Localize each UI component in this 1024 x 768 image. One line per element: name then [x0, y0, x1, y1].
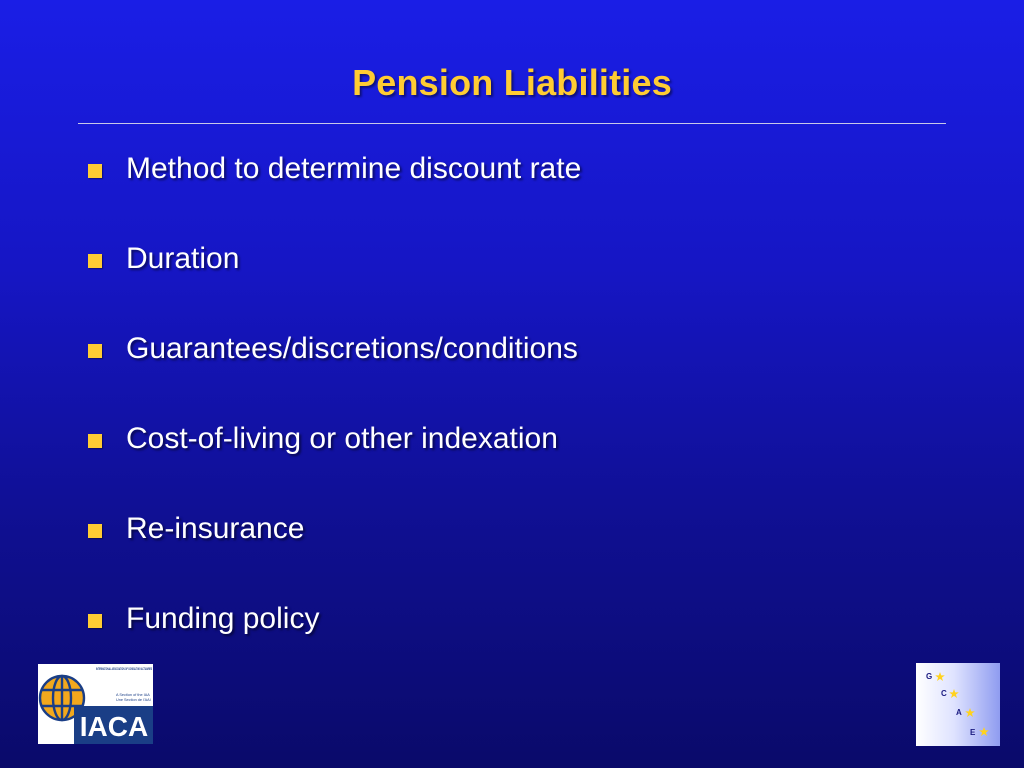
square-bullet-icon	[88, 164, 102, 178]
gcae-letter-a: A	[956, 708, 962, 717]
slide-title: Pension Liabilities	[352, 62, 672, 103]
bullet-item	[88, 148, 581, 238]
square-bullet-icon	[88, 434, 102, 448]
bullet-item	[88, 328, 581, 418]
bullet-text: Guarantees/discretions/conditions	[126, 332, 578, 365]
iaca-logo	[38, 664, 153, 744]
star-icon	[979, 727, 989, 736]
bullet-item	[88, 418, 581, 508]
bullet-text: Funding policy	[126, 602, 320, 635]
square-bullet-icon	[88, 344, 102, 358]
star-icon	[965, 708, 975, 717]
square-bullet-icon	[88, 614, 102, 628]
logo-association-text: INTERNATIONAL ASSOCIATION OF CONSULTING ACTUARIES	[96, 667, 153, 671]
bullet-list	[88, 148, 581, 688]
star-icon	[935, 672, 945, 681]
bullet-text: Duration	[126, 242, 240, 275]
gcae-logo	[916, 663, 1000, 746]
bullet-text: Cost-of-living or other indexation	[126, 422, 558, 455]
logo-acronym: IACA	[79, 711, 149, 742]
bullet-item	[88, 238, 581, 328]
gcae-letter-e: E	[970, 728, 976, 737]
bullet-item	[88, 598, 581, 688]
logo-section-fr: Une Section de l'AAI	[116, 698, 151, 702]
gcae-letter-c: C	[941, 689, 947, 698]
gcae-letter-g: G	[926, 672, 933, 681]
bullet-text: Re-insurance	[126, 512, 305, 545]
star-icon	[949, 689, 959, 698]
gcae-logo-graphic	[916, 663, 1000, 746]
logo-section-en: A Section of the IAA	[116, 693, 150, 697]
title-divider	[78, 123, 946, 124]
bullet-text: Method to determine discount rate	[126, 152, 582, 185]
bullet-item	[88, 508, 581, 598]
square-bullet-icon	[88, 254, 102, 268]
iaca-logo-graphic	[38, 664, 153, 744]
square-bullet-icon	[88, 524, 102, 538]
